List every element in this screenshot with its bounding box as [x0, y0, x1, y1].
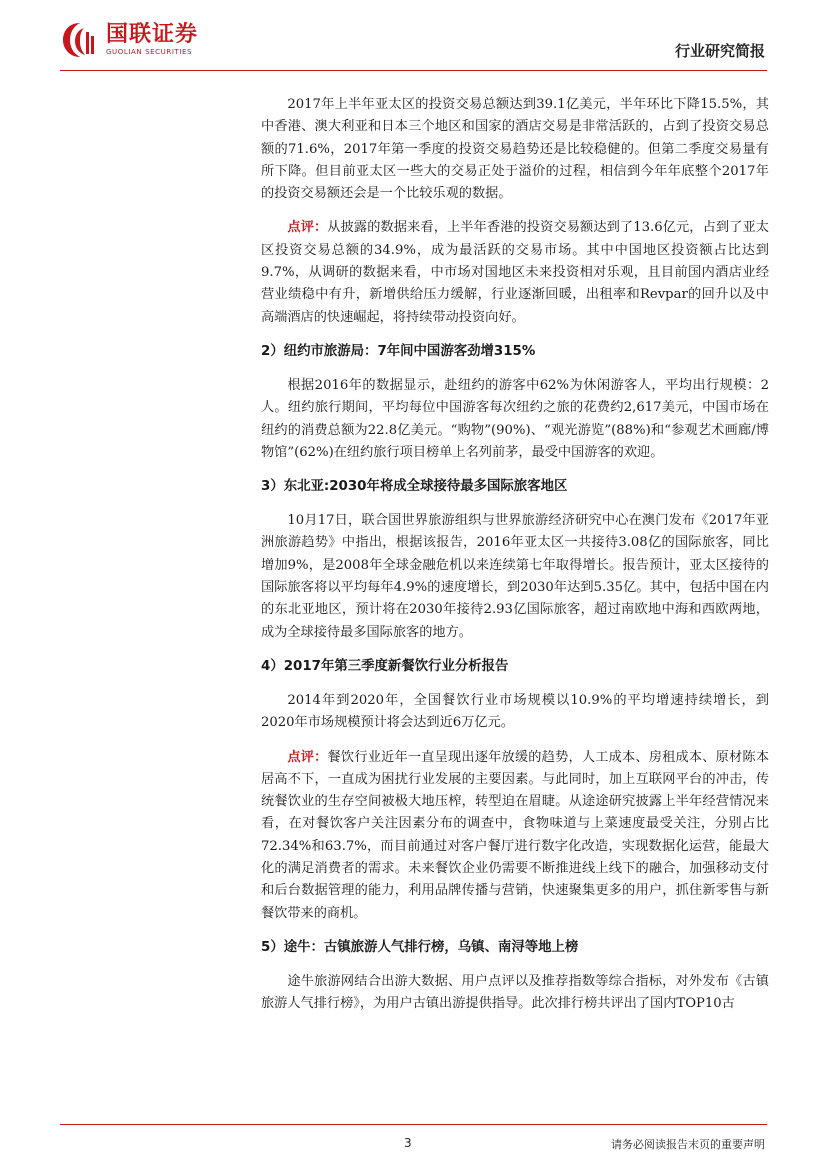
disclaimer-note: 请务必阅读报告末页的重要声明: [611, 1138, 765, 1151]
paragraph-nyc-tourism: 根据2016年的数据显示，赴纽约的游客中62%为休闲游客人，平均出行规模：2人。纽约旅行期间，平均每位中国游客每次纽约之旅的花费约2,617美元，中国市场在纽约的消费总额为22.8亿美元。“购物”(90%)、“观光游览”(88%)和“参观艺术画廊/博物馆”(62%)在纽约旅行项目榜单上名列前茅，最受中国游客的欢迎。: [261, 377, 769, 460]
page-header: [0, 0, 827, 76]
comment-label: 点评：: [287, 220, 328, 236]
section-heading-northeast-asia: 3）东北亚:2030年将成全球接待最多国际旅客地区: [261, 479, 568, 495]
header-divider: [60, 70, 767, 71]
logo-english-name: GUOLIAN SECURITIES: [106, 48, 193, 56]
section-heading-nyc-tourism: 2）纽约市旅游局：7年间中国游客劲增315%: [261, 343, 536, 359]
logo-chinese-name: 国联证券: [106, 22, 199, 47]
comment-text: 从披露的数据来看，上半年香港的投资交易额达到了13.6亿元，占到了亚太区投资交易总额的34.9%，成为最活跃的交易市场。其中中国地区投资额占比达到9.7%，从调研的数据来看，中市场对国地区未来投资相对乐观，且目前国内酒店业经营业绩稳中有升，新增供给压力缓解，行业逐渐回暖，出租率和Revpar的回升以及中高端酒店的快速崛起，将持续带动投资向好。: [261, 220, 769, 325]
comment-catering: [261, 747, 769, 925]
paragraph-asia-pacific-investment: 2017年上半年亚太区的投资交易总额达到39.1亿美元，半年环比下降15.5%，其中香港、澳大利亚和日本三个地区和国家的酒店交易是非常活跃的，占到了投资交易总额的71.6%，2017年第一季度的投资交易趋势还是比较稳健的。但第二季度交易量有所下降。但目前亚太区一些大的交易正处于溢价的过程，相信到今年年底整个2017年的投资交易额还会是一个比较乐观的数据。: [261, 97, 769, 202]
report-body: [261, 94, 769, 1016]
report-type-label: 行业研究简报: [674, 42, 765, 60]
section-heading-catering-report: 4）2017年第三季度新餐饮行业分析报告: [261, 658, 509, 674]
guolian-logo-icon: [60, 20, 100, 60]
section-heading-tuniu-ranking: 5）途牛：古镇旅游人气排行榜，乌镇、南浔等地上榜: [261, 939, 579, 955]
comment-text: 餐饮行业近年一直呈现出逐年放缓的趋势，人工成本、房租成本、原材陈本居高不下，一直成为困扰行业发展的主要因素。与此同时，加上互联网平台的冲击，传统餐饮业的生存空间被极大地压榨，转型迫在眉睫。从途途研究披露上半年经营情况来看，在对餐饮客户关注因素分布的调查中，食物味道与上菜速度最受关注，分别占比72.34%和63.7%，而目前通过对客户餐厅进行数字化改造，实现数据化运营，能最大化的满足消费者的需求。未来餐饮企业仍需要不断推进线上线下的融合，加强移动支付和后台数据管理的能力，利用品牌传播与营销，快速聚集更多的用户，抓住新零售与新餐饮带来的商机。: [261, 749, 770, 921]
footer-divider: [60, 1124, 767, 1125]
paragraph-catering-market: 2014年到2020年，全国餐饮行业市场规模以10.9%的平均增速持续增长，到2020年市场规模预计将会达到近6万亿元。: [261, 692, 769, 731]
comment-asia-pacific: [261, 217, 769, 328]
company-logo: [60, 20, 198, 60]
paragraph-northeast-asia: 10月17日，联合国世界旅游组织与世界旅游经济研究中心在澳门发布《2017年亚洲旅游趋势》中指出，根据该报告，2016年亚太区一共接待3.08亿的国际旅客，同比增加9%，是2008年全球金融危机以来连续第七年取得增长。报告预计，亚太区接待的国际旅客将以平均每年4.9%的速度增长，到2030年达到5.35亿。其中，包括中国在内的东北亚地区，预计将在2030年接待2.93亿国际旅客，超过南欧地中海和西欧两地，成为全球接待最多国际旅客的地方。: [261, 513, 769, 640]
paragraph-tuniu-ranking: 途牛旅游网结合出游大数据、用户点评以及推荐指数等综合指标，对外发布《古镇旅游人气排行榜》，为用户古镇出游提供指导。此次排行榜共评出了国内TOP10古: [261, 973, 769, 1012]
page-number: 3: [404, 1136, 412, 1150]
comment-label: 点评：: [287, 749, 328, 765]
